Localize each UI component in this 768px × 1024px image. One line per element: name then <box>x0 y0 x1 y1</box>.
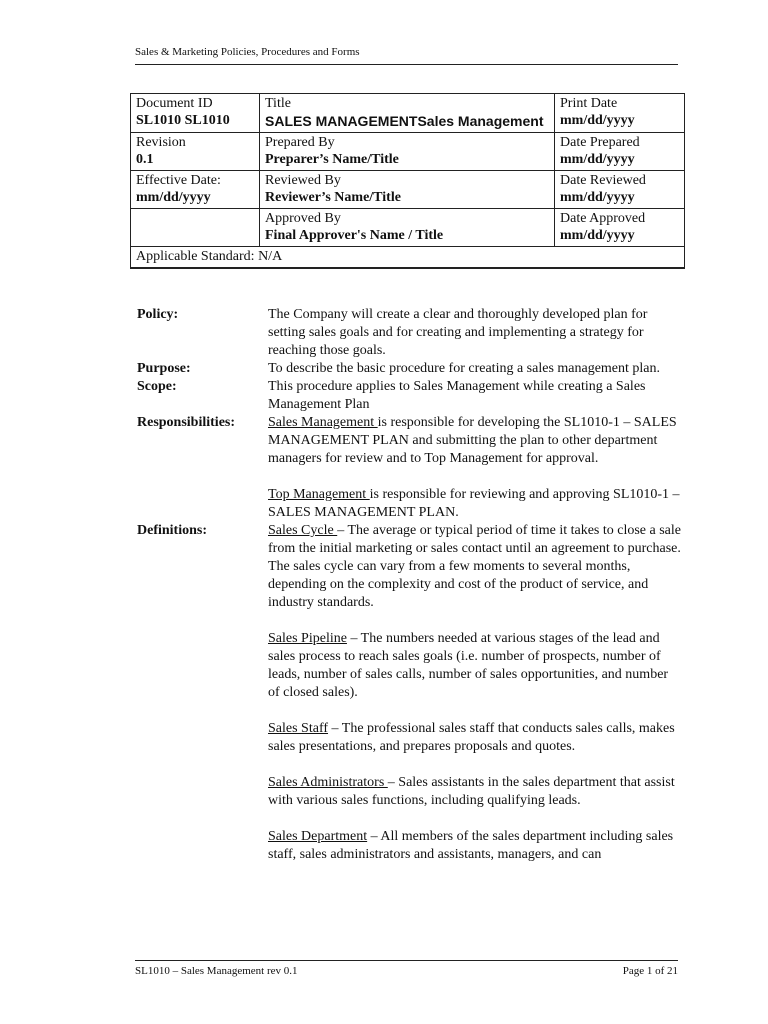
effective-date-label: Effective Date: <box>136 173 221 188</box>
definition-item <box>268 774 682 810</box>
document-control-table <box>130 93 685 269</box>
date-reviewed-cell <box>555 171 685 209</box>
scope-label: Scope: <box>137 379 177 394</box>
policy-text: The Company will create a clear and thoroughly developed plan for setting sales goals and for creating and implementing a strategy for reaching those goals. <box>268 307 648 358</box>
def2-text: – The numbers needed at various stages of the lead and sales process to reach sales goals (i.e. number of prospects, number of leads, number of sales calls, number of sales opportunities, and number of closed sales). <box>268 631 669 700</box>
reviewed-by-label: Reviewed By <box>265 173 341 188</box>
procedure-body <box>137 306 682 864</box>
policy-row <box>137 306 682 360</box>
table-row <box>131 209 685 247</box>
policy-label: Policy: <box>137 307 179 322</box>
page-number: Page 1 of 21 <box>622 965 678 977</box>
definition-item <box>268 522 682 612</box>
purpose-row <box>137 360 682 378</box>
purpose-label: Purpose: <box>137 361 191 376</box>
print-date-value: mm/dd/yyyy <box>560 113 635 128</box>
applicable-standard-cell <box>131 247 685 269</box>
responsibilities-label: Responsibilities: <box>137 415 236 430</box>
definitions-row <box>137 522 682 864</box>
resp1-term: Sales Management <box>268 415 378 430</box>
table-row <box>131 94 685 133</box>
header-text: Sales & Marketing Policies, Procedures and Forms <box>135 46 360 58</box>
resp2-term: Top Management <box>268 487 370 502</box>
print-date-label: Print Date <box>560 96 618 111</box>
date-prepared-cell <box>555 133 685 171</box>
reviewed-by-cell <box>260 171 555 209</box>
effective-date-value: mm/dd/yyyy <box>136 190 211 205</box>
revision-cell <box>131 133 260 171</box>
resp1-text: is responsible for developing the SL1010-1 – SALES MANAGEMENT PLAN and submitting the plan to other department managers for review and to Top Management for approval. <box>268 415 677 466</box>
def5-term: Sales Department <box>268 829 368 844</box>
def4-text: – Sales assistants in the sales department that assist with various sales functions, including qualifying leads. <box>268 775 675 808</box>
def2-term: Sales Pipeline <box>268 631 347 646</box>
revision-label: Revision <box>136 135 186 150</box>
doc-id-cell <box>131 94 260 133</box>
table-row <box>131 171 685 209</box>
table-row <box>131 133 685 171</box>
def5-text: – All members of the sales department including sales staff, sales administrators and assistants, managers, and can <box>268 829 674 862</box>
prepared-by-value: Preparer’s Name/Title <box>265 152 399 167</box>
prepared-by-label: Prepared By <box>265 135 335 150</box>
doc-id-label: Document ID <box>136 96 213 111</box>
definition-item <box>268 720 682 756</box>
effective-date-cell <box>131 171 260 209</box>
def3-text: – The professional sales staff that conducts sales calls, makes sales presentations, and prepares proposals and quotes. <box>268 721 675 754</box>
print-date-cell <box>555 94 685 133</box>
def1-term: Sales Cycle <box>268 523 338 538</box>
date-approved-cell <box>555 209 685 247</box>
def3-term: Sales Staff <box>268 721 329 736</box>
revision-value: 0.1 <box>136 152 154 167</box>
definitions-label: Definitions: <box>137 523 207 538</box>
running-footer <box>135 960 678 977</box>
approved-by-cell <box>260 209 555 247</box>
title-value: SALES MANAGEMENTSales Management <box>265 113 544 129</box>
date-approved-value: mm/dd/yyyy <box>560 228 635 243</box>
empty-cell <box>131 209 260 247</box>
date-approved-label: Date Approved <box>560 211 646 226</box>
purpose-text: To describe the basic procedure for creating a sales management plan. <box>268 361 661 376</box>
prepared-by-cell <box>260 133 555 171</box>
title-cell <box>260 94 555 133</box>
responsibility-item <box>268 486 682 522</box>
doc-id-value: SL1010 SL1010 <box>136 113 230 128</box>
responsibilities-row <box>137 414 682 522</box>
running-header <box>135 46 678 65</box>
approved-by-label: Approved By <box>265 211 341 226</box>
def4-term: Sales Administrators <box>268 775 388 790</box>
date-prepared-value: mm/dd/yyyy <box>560 152 635 167</box>
scope-row <box>137 378 682 414</box>
resp2-text: is responsible for reviewing and approving SL1010-1 – SALES MANAGEMENT PLAN. <box>268 487 680 520</box>
applicable-standard: Applicable Standard: N/A <box>136 249 283 264</box>
definition-item <box>268 828 682 864</box>
date-prepared-label: Date Prepared <box>560 135 640 150</box>
responsibility-item <box>268 414 682 468</box>
date-reviewed-value: mm/dd/yyyy <box>560 190 635 205</box>
reviewed-by-value: Reviewer’s Name/Title <box>265 190 401 205</box>
footer-doc-ref: SL1010 – Sales Management rev 0.1 <box>135 965 298 977</box>
table-row <box>131 247 685 269</box>
definition-item <box>268 630 682 702</box>
approved-by-value: Final Approver's Name / Title <box>265 228 444 243</box>
title-label: Title <box>265 96 291 111</box>
def1-text: – The average or typical period of time it takes to close a sale from the initial marketing or sales contact until an agreement to purchase. The sales cycle can vary from a few moments to several months, depending on the complexity and cost of the product of service, and industry standards. <box>268 523 681 610</box>
date-reviewed-label: Date Reviewed <box>560 173 646 188</box>
scope-text: This procedure applies to Sales Management while creating a Sales Management Plan <box>268 379 646 412</box>
